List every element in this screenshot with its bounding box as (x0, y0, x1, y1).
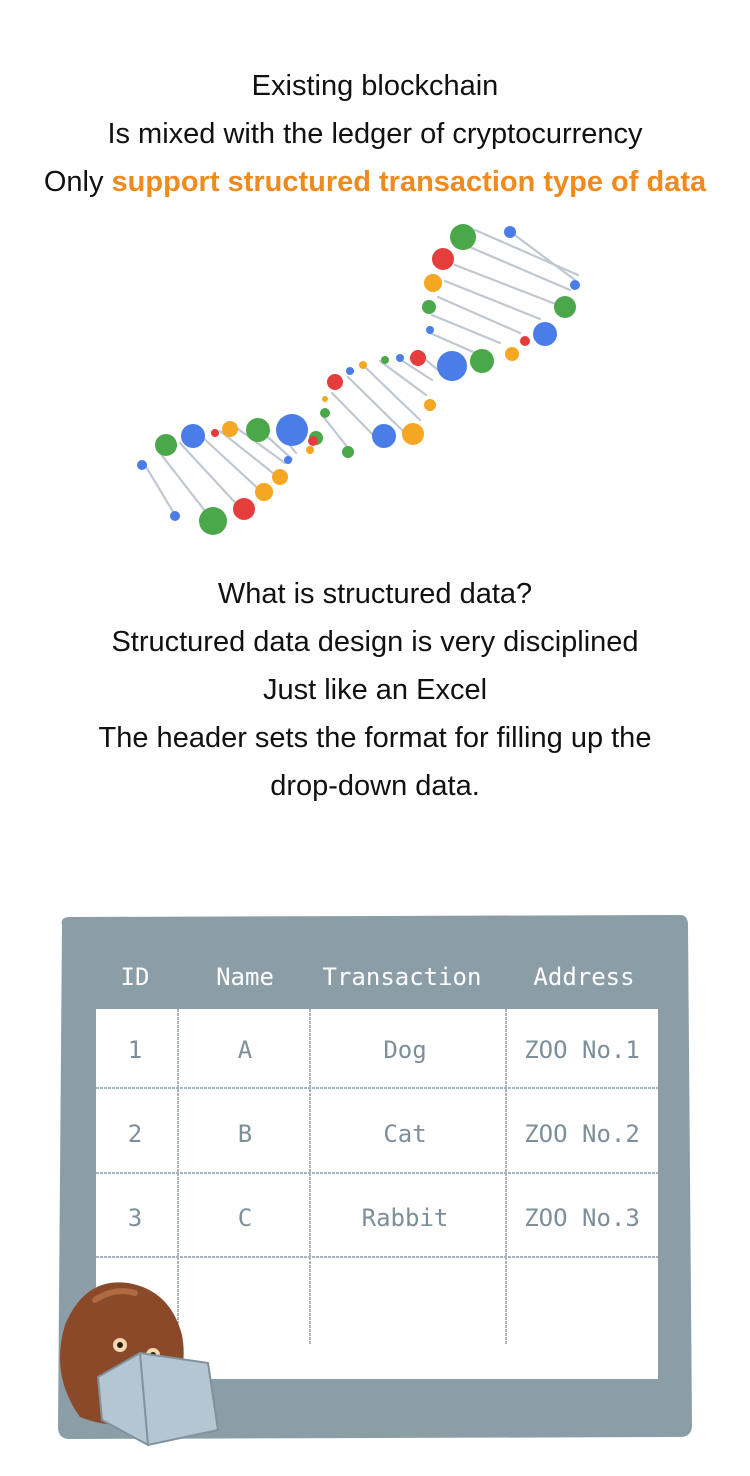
explain-line-2: Structured data design is very disciplined (111, 626, 639, 658)
intro-text (0, 62, 750, 206)
header-transaction: Transaction (322, 963, 482, 991)
intro-highlight: support structured transaction type of data (111, 166, 707, 198)
table-cell: ZOO No.2 (524, 1120, 640, 1148)
table-cell: Rabbit (361, 1204, 449, 1232)
intro-line-3 (0, 158, 750, 206)
intro-line-2: Is mixed with the ledger of cryptocurrency (107, 118, 643, 150)
explain-line-1: What is structured data? (217, 578, 533, 610)
explain-line-5: drop-down data. (270, 770, 480, 802)
explain-line-3: Just like an Excel (262, 674, 488, 706)
table-cell: Dog (383, 1036, 427, 1064)
intro-line-1: Existing blockchain (251, 70, 499, 102)
structured-data-table (40, 905, 710, 1465)
table-cell: ZOO No.1 (524, 1036, 640, 1064)
header-id: ID (120, 963, 150, 991)
table-cell: 2 (127, 1120, 143, 1148)
table-cell: B (237, 1120, 253, 1148)
explain-line-4: The header sets the format for filling up the (98, 722, 652, 754)
dna-helix-icon (120, 215, 600, 545)
table-cell: C (237, 1204, 253, 1232)
table-cell: Cat (383, 1120, 427, 1148)
table-body (96, 1009, 658, 1379)
table-cell: 3 (127, 1204, 143, 1232)
explanation-text (0, 570, 750, 810)
intro-line-3-prefix: Only (43, 166, 112, 198)
header-name: Name (216, 963, 274, 991)
table-cell: ZOO No.3 (524, 1204, 640, 1232)
table-cell: 1 (127, 1036, 143, 1064)
header-address: Address (533, 963, 635, 991)
table-cell: A (237, 1036, 253, 1064)
